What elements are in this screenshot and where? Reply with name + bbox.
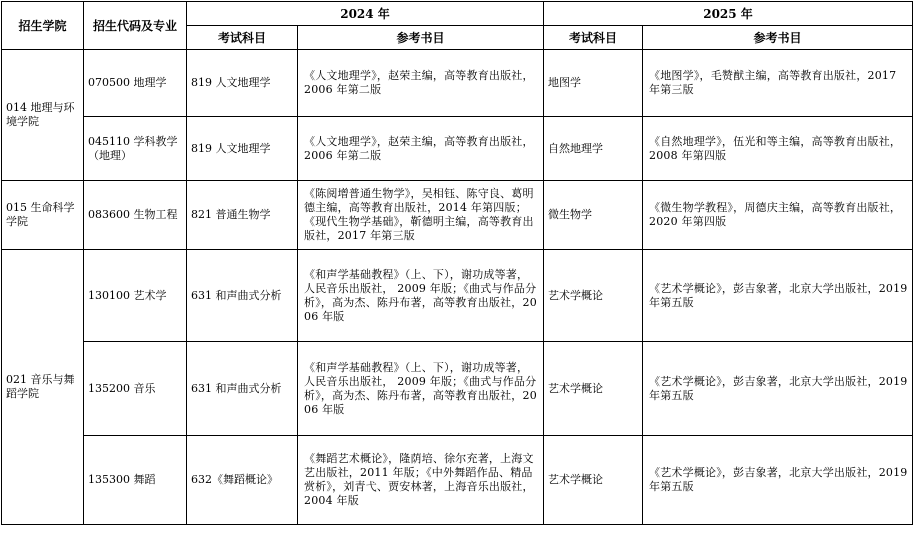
college-cell: 014 地理与环境学院 [2,50,84,181]
table-row [2,50,913,117]
admission-table [1,1,913,525]
books-2024-cell: 《舞蹈艺术概论》，隆荫培、徐尔充著，上海文艺出版社，2011 年版；《中外舞蹈作品、精品赏析》，刘青弋、贾安林著，上海音乐出版社，2004 年版 [298,436,544,525]
major-cell: 130100 艺术学 [84,250,187,342]
header-books-2024: 参考书目 [298,26,544,50]
books-2024-cell: 《和声学基础教程》（上、下），谢功成等著，人民音乐出版社， 2009 年版；《曲式与作品分析》，高为杰、陈丹布著，高等教育出版社，2006 年版 [298,342,544,436]
books-2025-cell: 《微生物学教程》，周德庆主编，高等教育出版社，2020 年第四版 [643,181,913,250]
books-2024-cell: 《和声学基础教程》（上、下），谢功成等著，人民音乐出版社， 2009 年版；《曲式与作品分析》，高为杰、陈丹布著，高等教育出版社，2006 年版 [298,250,544,342]
subject-2025-cell: 艺术学概论 [544,250,643,342]
table-row [2,436,913,525]
books-2024-cell: 《陈阅增普通生物学》，吴相钰、陈守良、葛明德主编，高等教育出版社，2014 年第四版；《现代生物学基础》，靳德明主编，高等教育出版社，2017 年第三版 [298,181,544,250]
books-2025-cell: 《艺术学概论》，彭吉象著，北京大学出版社，2019 年第五版 [643,342,913,436]
college-cell: 015 生命科学学院 [2,181,84,250]
header-major: 招生代码及专业 [84,2,187,50]
subject-2025-cell: 艺术学概论 [544,342,643,436]
header-year-2024: 2024 年 [187,2,544,26]
major-cell: 070500 地理学 [84,50,187,117]
major-cell: 083600 生物工程 [84,181,187,250]
college-cell: 021 音乐与舞蹈学院 [2,250,84,525]
subject-2025-cell: 自然地理学 [544,117,643,181]
header-subject-2024: 考试科目 [187,26,298,50]
subject-2024-cell: 631 和声曲式分析 [187,342,298,436]
header-college: 招生学院 [2,2,84,50]
books-2024-cell: 《人文地理学》，赵荣主编，高等教育出版社，2006 年第二版 [298,50,544,117]
books-2025-cell: 《艺术学概论》，彭吉象著，北京大学出版社，2019 年第五版 [643,436,913,525]
subject-2024-cell: 631 和声曲式分析 [187,250,298,342]
subject-2024-cell: 819 人文地理学 [187,50,298,117]
books-2025-cell: 《艺术学概论》，彭吉象著，北京大学出版社，2019 年第五版 [643,250,913,342]
header-year-2025: 2025 年 [544,2,913,26]
subject-2025-cell: 微生物学 [544,181,643,250]
subject-2025-cell: 艺术学概论 [544,436,643,525]
major-cell: 135300 舞蹈 [84,436,187,525]
subject-2024-cell: 819 人文地理学 [187,117,298,181]
books-2024-cell: 《人文地理学》，赵荣主编，高等教育出版社，2006 年第二版 [298,117,544,181]
subject-2025-cell: 地图学 [544,50,643,117]
books-2025-cell: 《地图学》，毛赞猷主编，高等教育出版社，2017 年第三版 [643,50,913,117]
table-row [2,250,913,342]
header-books-2025: 参考书目 [643,26,913,50]
header-row-years [2,2,913,26]
subject-2024-cell: 632《舞蹈概论》 [187,436,298,525]
major-cell: 045110 学科教学（地理） [84,117,187,181]
major-cell: 135200 音乐 [84,342,187,436]
table-row [2,342,913,436]
subject-2024-cell: 821 普通生物学 [187,181,298,250]
table-row [2,117,913,181]
table-row [2,181,913,250]
books-2025-cell: 《自然地理学》，伍光和等主编，高等教育出版社，2008 年第四版 [643,117,913,181]
header-subject-2025: 考试科目 [544,26,643,50]
